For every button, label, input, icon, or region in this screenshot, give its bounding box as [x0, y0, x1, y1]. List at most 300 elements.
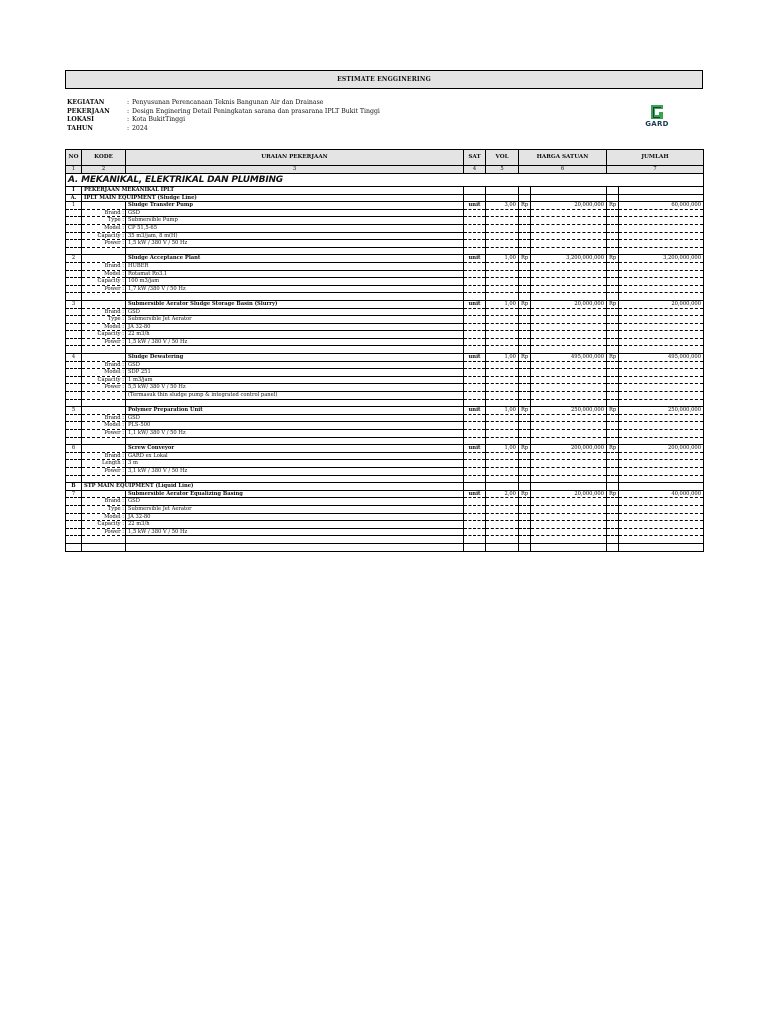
table-cell [66, 528, 82, 536]
item-volume: 3,00 [486, 202, 519, 210]
spec-value: GARD ex Lokal [126, 452, 464, 460]
index-cell: 2 [82, 166, 126, 174]
table-cell [619, 323, 704, 331]
table-cell [82, 445, 126, 453]
info-row-lokasi: LOKASI : Kota BukitTinggi [67, 116, 186, 124]
table-cell [486, 483, 519, 491]
table-cell [519, 422, 531, 430]
table-cell [607, 194, 619, 202]
table-cell [66, 475, 82, 483]
table-cell [519, 483, 531, 491]
table-cell [66, 376, 82, 384]
table-cell [519, 437, 531, 445]
spec-label: Power : [82, 528, 126, 536]
table-cell [607, 369, 619, 377]
spec-value: JA 32-80 [126, 323, 464, 331]
spec-label: Power : [82, 430, 126, 438]
table-cell [519, 217, 531, 225]
spec-value: 22 m3/h [126, 331, 464, 339]
item-description: Sludge Acceptance Plant [126, 255, 464, 263]
table-cell [619, 308, 704, 316]
table-cell [519, 528, 531, 536]
group-row [66, 483, 704, 491]
item-unit: unit [464, 445, 486, 453]
table-cell [607, 422, 619, 430]
table-header-row [66, 150, 704, 166]
table-cell [486, 498, 519, 506]
spec-row [66, 232, 704, 240]
document-title: ESTIMATE ENGGINERING [65, 70, 703, 89]
spec-row [66, 361, 704, 369]
table-cell [486, 467, 519, 475]
table-cell [519, 270, 531, 278]
table-cell [486, 475, 519, 483]
spec-row [66, 498, 704, 506]
table-cell [82, 346, 126, 354]
table-cell [619, 521, 704, 529]
item-volume: 1,00 [486, 354, 519, 362]
table-cell [464, 217, 486, 225]
item-unit: unit [464, 300, 486, 308]
table-cell [486, 361, 519, 369]
table-cell [464, 293, 486, 301]
item-unit-price: 250,000,000 [531, 407, 607, 415]
spec-label: Model : [82, 513, 126, 521]
total-currency: Rp [607, 300, 619, 308]
header-kode: KODE [82, 150, 126, 166]
item-description: Screw Conveyor [126, 445, 464, 453]
table-cell [531, 293, 607, 301]
table-cell [464, 247, 486, 255]
table-cell [486, 513, 519, 521]
total-currency: Rp [607, 407, 619, 415]
table-cell [607, 270, 619, 278]
row-no: 3 [66, 300, 82, 308]
table-cell [607, 475, 619, 483]
table-cell [531, 505, 607, 513]
table-cell [464, 483, 486, 491]
spec-row [66, 460, 704, 468]
table-cell [486, 247, 519, 255]
spec-label: Capacity : [82, 376, 126, 384]
table-cell [531, 543, 607, 551]
table-cell [519, 475, 531, 483]
table-cell [486, 437, 519, 445]
table-cell [619, 452, 704, 460]
table-cell [486, 460, 519, 468]
table-cell [66, 460, 82, 468]
table-cell [519, 194, 531, 202]
table-cell [619, 262, 704, 270]
spec-value: 1,5 kW / 380 V / 50 Hz [126, 528, 464, 536]
info-value: Design Enginering Detail Peningkatan sarana dan prasarana IPLT Bukit Tinggi [132, 107, 380, 115]
spec-label: Model : [82, 270, 126, 278]
table-cell [519, 187, 531, 195]
table-cell [486, 346, 519, 354]
table-cell [531, 285, 607, 293]
table-cell [607, 278, 619, 286]
table-cell [531, 399, 607, 407]
table-cell [486, 369, 519, 377]
item-row [66, 255, 704, 263]
table-cell [66, 505, 82, 513]
spec-row [66, 316, 704, 324]
table-cell [531, 346, 607, 354]
table-cell [464, 308, 486, 316]
total-currency: Rp [607, 202, 619, 210]
table-cell [464, 361, 486, 369]
table-cell [619, 316, 704, 324]
table-cell [607, 331, 619, 339]
table-cell [619, 293, 704, 301]
item-total: 3,200,000,000 [619, 255, 704, 263]
header-no: NO [66, 150, 82, 166]
group-title: PEKERJAAN MEKANIKAL IPLT [82, 187, 464, 195]
header-sat: SAT [464, 150, 486, 166]
table-cell [66, 331, 82, 339]
table-cell [486, 543, 519, 551]
table-cell [531, 232, 607, 240]
table-cell [486, 521, 519, 529]
spec-value: 1 m3/jam [126, 376, 464, 384]
table-cell [619, 392, 704, 400]
table-cell [464, 498, 486, 506]
table-cell [619, 224, 704, 232]
table-cell [464, 240, 486, 248]
spec-row [66, 430, 704, 438]
item-row [66, 202, 704, 210]
price-currency: Rp [519, 490, 531, 498]
table-cell [66, 278, 82, 286]
table-cell [531, 414, 607, 422]
table-cell [486, 285, 519, 293]
table-cell [519, 278, 531, 286]
table-cell [607, 543, 619, 551]
info-value: 2024 [132, 124, 148, 132]
spec-value: PLS-500 [126, 422, 464, 430]
table-cell [607, 240, 619, 248]
blank-row [66, 437, 704, 445]
table-cell [464, 392, 486, 400]
table-cell [82, 255, 126, 263]
table-cell [66, 437, 82, 445]
item-total: 60,000,000 [619, 202, 704, 210]
table-cell [531, 194, 607, 202]
table-cell [619, 217, 704, 225]
item-volume: 2,00 [486, 490, 519, 498]
table-cell [126, 536, 464, 544]
table-cell [464, 338, 486, 346]
item-description: Sludge Dewatering [126, 354, 464, 362]
table-cell [486, 293, 519, 301]
spec-label: Brand : [82, 262, 126, 270]
table-cell [464, 437, 486, 445]
table-cell [519, 414, 531, 422]
spec-row [66, 376, 704, 384]
spec-row [66, 240, 704, 248]
table-cell [82, 543, 126, 551]
index-cell: 4 [464, 166, 486, 174]
table-cell [519, 247, 531, 255]
spec-label: Model : [82, 422, 126, 430]
table-cell [464, 399, 486, 407]
item-unit: unit [464, 255, 486, 263]
row-no: 4 [66, 354, 82, 362]
item-total: 40,000,000 [619, 490, 704, 498]
estimate-sheet [65, 70, 703, 552]
row-no: A. [66, 194, 82, 202]
table-cell [531, 270, 607, 278]
table-cell [607, 247, 619, 255]
table-cell [519, 224, 531, 232]
spec-label: Capacity : [82, 278, 126, 286]
table-cell [519, 232, 531, 240]
item-total: 250,000,000 [619, 407, 704, 415]
spec-label: Brand : [82, 414, 126, 422]
table-cell [531, 262, 607, 270]
table-cell [519, 361, 531, 369]
table-cell [619, 513, 704, 521]
table-cell [66, 293, 82, 301]
table-cell [531, 278, 607, 286]
table-cell [519, 521, 531, 529]
table-cell [607, 323, 619, 331]
item-total: 495,000,000 [619, 354, 704, 362]
total-currency: Rp [607, 490, 619, 498]
table-cell [619, 475, 704, 483]
price-currency: Rp [519, 445, 531, 453]
table-cell [486, 308, 519, 316]
table-cell [66, 285, 82, 293]
info-row-tahun: TAHUN : 2024 [67, 124, 148, 132]
row-no: 6 [66, 445, 82, 453]
table-cell [464, 331, 486, 339]
table-cell [66, 521, 82, 529]
section-title: A. MEKANIKAL, ELEKTRIKAL DAN PLUMBING [66, 174, 704, 187]
table-cell [519, 392, 531, 400]
table-cell [607, 376, 619, 384]
spec-row [66, 505, 704, 513]
spec-label: Power : [82, 240, 126, 248]
table-cell [486, 331, 519, 339]
header-jumlah: JUMLAH [607, 150, 704, 166]
table-cell [486, 194, 519, 202]
table-cell [486, 217, 519, 225]
spec-value: GSD [126, 209, 464, 217]
spec-value: 100 m3/jam [126, 278, 464, 286]
table-cell [82, 536, 126, 544]
table-cell [619, 399, 704, 407]
table-cell [464, 369, 486, 377]
spec-label: Brand : [82, 308, 126, 316]
table-cell [531, 376, 607, 384]
spec-row [66, 209, 704, 217]
table-cell [607, 483, 619, 491]
row-no: B [66, 483, 82, 491]
table-cell [531, 209, 607, 217]
table-cell [619, 278, 704, 286]
table-cell [607, 528, 619, 536]
group-title: STP MAIN EQUIPMENT (Liquid Line) [82, 483, 464, 491]
table-cell [82, 490, 126, 498]
table-cell [66, 369, 82, 377]
table-cell [464, 460, 486, 468]
table-cell [82, 354, 126, 362]
table-cell [607, 187, 619, 195]
table-cell [486, 316, 519, 324]
price-currency: Rp [519, 354, 531, 362]
spec-row [66, 513, 704, 521]
table-cell [519, 240, 531, 248]
table-cell [126, 399, 464, 407]
spec-row [66, 452, 704, 460]
table-cell [619, 498, 704, 506]
spec-label: Brand : [82, 209, 126, 217]
spec-row [66, 270, 704, 278]
spec-row [66, 224, 704, 232]
table-cell [519, 346, 531, 354]
table-cell [531, 521, 607, 529]
table-cell [126, 346, 464, 354]
spec-label: Brand : [82, 498, 126, 506]
spec-value: SDP 251 [126, 369, 464, 377]
table-cell [619, 331, 704, 339]
table-cell [619, 543, 704, 551]
blank-row [66, 346, 704, 354]
table-index-row [66, 166, 704, 174]
table-cell [486, 187, 519, 195]
index-cell: 1 [66, 166, 82, 174]
table-cell [66, 346, 82, 354]
table-cell [519, 467, 531, 475]
spec-value: 1,5 kW / 380 V / 50 Hz [126, 338, 464, 346]
table-cell [464, 422, 486, 430]
spec-row [66, 331, 704, 339]
table-cell [531, 513, 607, 521]
item-unit: unit [464, 490, 486, 498]
table-cell [519, 399, 531, 407]
table-cell [66, 240, 82, 248]
spec-label: Type : [82, 217, 126, 225]
table-cell [464, 452, 486, 460]
item-unit-price: 200,000,000 [531, 445, 607, 453]
item-row [66, 407, 704, 415]
spec-label: Length : [82, 460, 126, 468]
table-cell [619, 232, 704, 240]
item-unit-price: 20,000,000 [531, 300, 607, 308]
spec-value: Submersible Jet Aerator [126, 505, 464, 513]
table-cell [619, 247, 704, 255]
group-row [66, 194, 704, 202]
table-cell [519, 323, 531, 331]
table-cell [464, 209, 486, 217]
table-cell [66, 498, 82, 506]
table-cell [519, 513, 531, 521]
table-cell [66, 384, 82, 392]
table-cell [66, 209, 82, 217]
table-cell [126, 437, 464, 445]
item-unit-price: 20,000,000 [531, 490, 607, 498]
table-cell [619, 376, 704, 384]
table-cell [607, 262, 619, 270]
table-cell [531, 308, 607, 316]
table-cell [519, 316, 531, 324]
table-cell [486, 414, 519, 422]
estimate-table [65, 149, 704, 552]
table-cell [531, 498, 607, 506]
spec-row [66, 521, 704, 529]
table-cell [486, 399, 519, 407]
table-cell [607, 452, 619, 460]
blank-row [66, 475, 704, 483]
spec-row [66, 384, 704, 392]
table-cell [607, 316, 619, 324]
table-cell [486, 392, 519, 400]
spec-label: Type : [82, 316, 126, 324]
table-cell [82, 475, 126, 483]
item-volume: 1,00 [486, 445, 519, 453]
spec-label: Power : [82, 338, 126, 346]
table-cell [531, 467, 607, 475]
spec-value: 3,1 kW / 380 V / 50 Hz [126, 467, 464, 475]
table-cell [486, 262, 519, 270]
table-cell [607, 361, 619, 369]
spec-label: Power : [82, 285, 126, 293]
table-cell [531, 475, 607, 483]
table-cell [519, 498, 531, 506]
table-cell [607, 217, 619, 225]
table-cell [464, 376, 486, 384]
table-cell [519, 331, 531, 339]
table-cell [66, 217, 82, 225]
info-row-kegiatan: KEGIATAN : Penyusunan Perencanaan Teknis Bangunan Air dan Drainase [67, 99, 324, 106]
table-cell [464, 270, 486, 278]
spec-value: Submersible Pump [126, 217, 464, 225]
table-cell [619, 240, 704, 248]
item-unit: unit [464, 407, 486, 415]
index-cell: 7 [607, 166, 704, 174]
table-cell [619, 528, 704, 536]
info-row-pekerjaan: PEKERJAAN : Design Enginering Detail Peningkatan sarana dan prasarana IPLT Bukit Tinggi [67, 107, 380, 115]
index-cell: 6 [519, 166, 607, 174]
table-cell [531, 483, 607, 491]
table-cell [464, 285, 486, 293]
table-cell [531, 247, 607, 255]
table-cell [619, 285, 704, 293]
table-cell [619, 346, 704, 354]
table-cell [82, 202, 126, 210]
table-cell [486, 452, 519, 460]
spec-label: Type : [82, 505, 126, 513]
table-cell [126, 247, 464, 255]
table-cell [519, 460, 531, 468]
table-cell [486, 528, 519, 536]
spec-label: Model : [82, 323, 126, 331]
table-cell [607, 399, 619, 407]
table-cell [82, 407, 126, 415]
table-cell [619, 483, 704, 491]
table-cell [607, 467, 619, 475]
table-cell [531, 437, 607, 445]
table-cell [619, 361, 704, 369]
spec-value: 1,7 kW /380 V / 50 Hz [126, 285, 464, 293]
table-cell [66, 513, 82, 521]
spec-value: Submersible Jet Aerator [126, 316, 464, 324]
table-cell [519, 209, 531, 217]
section-row [66, 174, 704, 187]
table-cell [607, 414, 619, 422]
table-cell [619, 194, 704, 202]
